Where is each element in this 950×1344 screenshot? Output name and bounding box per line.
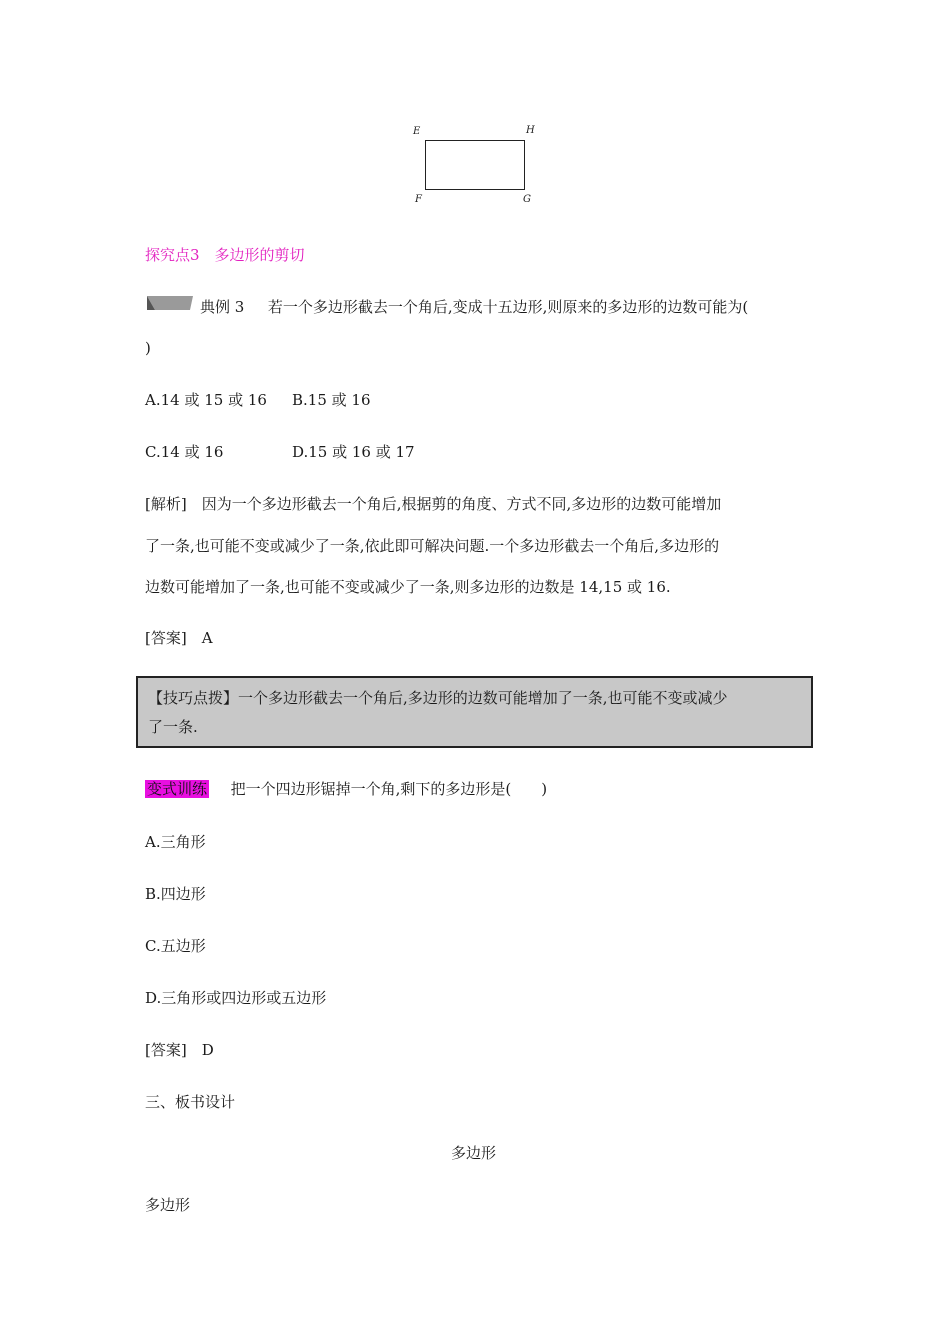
example-question-text: 若一个多边形截去一个角后,变成十五边形,则原来的多边形的边数可能为( [267,298,749,316]
tip-line1: 【技巧点拨】一个多边形截去一个角后,多边形的边数可能增加了一条,也可能不变或减少 [148,689,728,707]
variant-option-d: D.三角形或四边形或五边形 [145,989,327,1007]
rectangle-shape [425,140,525,190]
example-question-line1 [200,297,748,317]
vertex-label-g: G [523,194,531,205]
analysis-line1: [解析] 因为一个多边形截去一个角后,根据剪的角度、方式不同,多边形的边数可能增加 [145,495,722,513]
vertex-label-f: F [415,194,422,205]
variant-option-b: B.四边形 [145,885,206,903]
vertex-label-h: H [526,125,535,136]
rectangle-figure [405,122,555,212]
board-heading: 三、板书设计 [145,1093,236,1111]
tip-box [136,676,813,748]
tip-line2: 了一条. [148,718,198,736]
variant-option-c: C.五边形 [145,937,206,955]
example-answer: [答案] A [145,629,213,647]
example-banner-icon [145,294,195,312]
board-subtitle: 多边形 [145,1196,191,1214]
example-option-b: B.15 或 16 [292,391,371,409]
example-option-d: D.15 或 16 或 17 [292,443,415,461]
example-question-line2: ) [145,339,151,357]
analysis-line3: 边数可能增加了一条,也可能不变或减少了一条,则多边形的边数是 14,15 或 16. [145,578,671,596]
variant-answer: [答案] D [145,1041,214,1059]
variant-question-row [145,779,547,799]
variant-question: 把一个四边形锯掉一个角,剩下的多边形是( ) [230,780,548,798]
board-center-title: 多边形 [451,1144,497,1162]
variant-option-a: A.三角形 [145,833,206,851]
variant-tag: 变式训练 [147,780,208,798]
vertex-label-e: E [413,126,421,137]
analysis-line2: 了一条,也可能不变或减少了一条,依此即可解决问题.一个多边形截去一个角后,多边形的 [145,537,720,555]
example-option-c: C.14 或 16 [145,443,224,461]
example-label: 典例 3 [200,298,245,316]
example-option-a: A.14 或 15 或 16 [145,391,267,409]
section-title: 探究点3 多边形的剪切 [145,246,305,264]
